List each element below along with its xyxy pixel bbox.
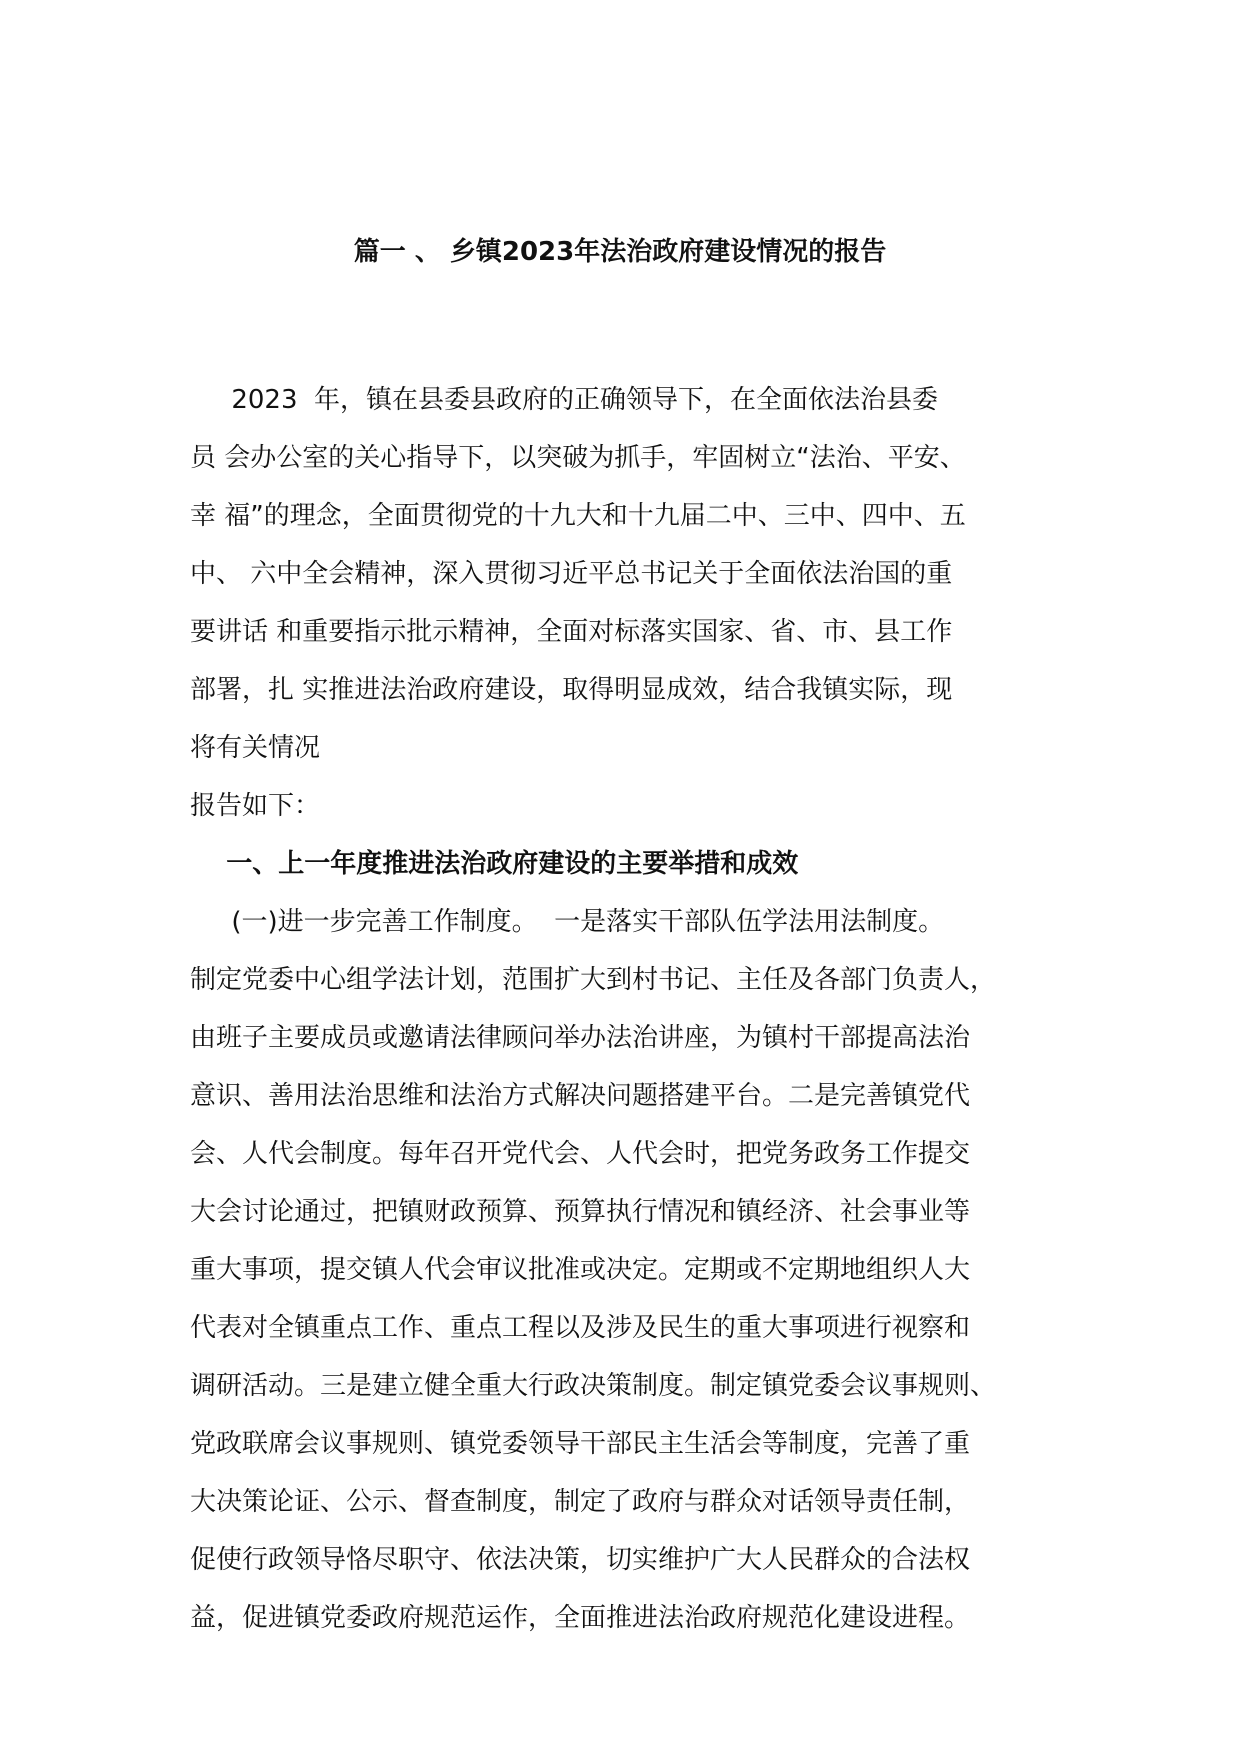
intro-line: 将有关情况 bbox=[190, 733, 321, 763]
intro-line: 部署，扎 实推进法治政府建设，取得明显成效，结合我镇实际，现 bbox=[190, 675, 953, 705]
body-line: 制定党委中心组学法计划，范围扩大到村书记、主任及各部门负责人， bbox=[190, 965, 997, 995]
body-line: 益，促进镇党委政府规范运作，全面推进法治政府规范化建设进程。 bbox=[190, 1603, 971, 1633]
body-line: 大会讨论通过，把镇财政预算、预算执行情况和镇经济、社会事业等 bbox=[190, 1197, 971, 1227]
intro-line: 员 会办公室的关心指导下，以突破为抓手，牢固树立“法治、平安、 bbox=[190, 443, 966, 473]
intro-line: 中、 六中全会精神，深入贯彻习近平总书记关于全面依法治国的重 bbox=[190, 559, 953, 589]
intro-line: 幸 福”的理念，全面贯彻党的十九大和十九届二中、三中、四中、五 bbox=[190, 501, 966, 531]
body-line: 大决策论证、公示、督查制度，制定了政府与群众对话领导责任制， bbox=[190, 1487, 971, 1517]
intro-line: 2023 年，镇在县委县政府的正确领导下，在全面依法治县委 bbox=[190, 385, 939, 415]
body-line: 意识、善用法治思维和法治方式解决问题搭建平台。二是完善镇党代 bbox=[190, 1081, 971, 1111]
intro-line: 报告如下： bbox=[190, 791, 321, 821]
intro-line: 要讲话 和重要指示批示精神，全面对标落实国家、省、市、县工作 bbox=[190, 617, 953, 647]
body-line: 会、人代会制度。每年召开党代会、人代会时，把党务政务工作提交 bbox=[190, 1139, 971, 1169]
body-line: 重大事项，提交镇人代会审议批准或决定。定期或不定期地组织人大 bbox=[190, 1255, 971, 1285]
body-line: 代表对全镇重点工作、重点工程以及涉及民生的重大事项进行视察和 bbox=[190, 1313, 971, 1343]
body-line: 促使行政领导恪尽职守、依法决策，切实维护广大人民群众的合法权 bbox=[190, 1545, 971, 1575]
body-line: 党政联席会议事规则、镇党委领导干部民主生活会等制度，完善了重 bbox=[190, 1429, 971, 1459]
body-line: 调研活动。三是建立健全重大行政决策制度。制定镇党委会议事规则、 bbox=[190, 1371, 997, 1401]
section-heading: 一、上一年度推进法治政府建设的主要举措和成效 bbox=[190, 849, 799, 879]
document-title: 篇一 、 乡镇2023年法治政府建设情况的报告 bbox=[353, 237, 887, 267]
body-line: (一)进一步完善工作制度。 一是落实干部队伍学法用法制度。 bbox=[190, 907, 945, 937]
body-line: 由班子主要成员或邀请法律顾问举办法治讲座，为镇村干部提高法治 bbox=[190, 1023, 971, 1053]
